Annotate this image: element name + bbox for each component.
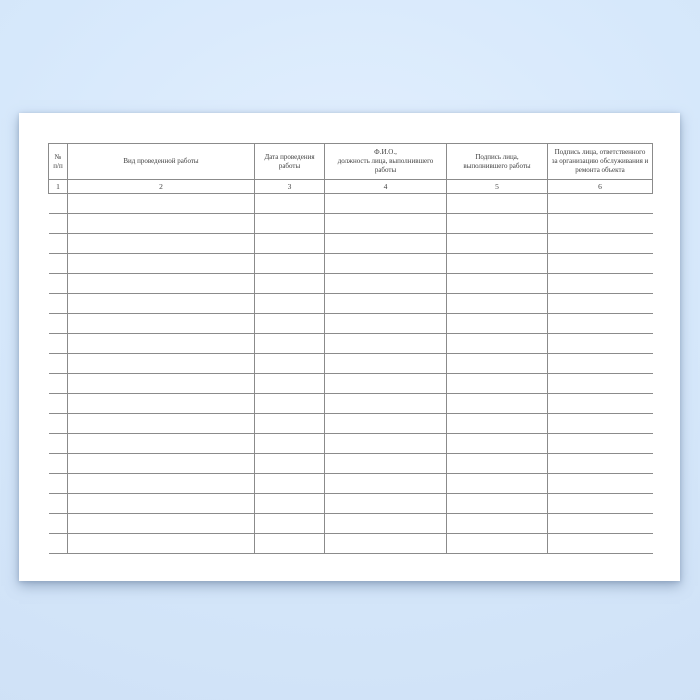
log-cell bbox=[548, 494, 653, 514]
log-cell bbox=[548, 314, 653, 334]
log-cell bbox=[49, 534, 68, 554]
column-header-6 bbox=[548, 144, 653, 180]
log-row bbox=[49, 274, 653, 294]
log-cell bbox=[447, 394, 548, 414]
log-cell bbox=[49, 474, 68, 494]
log-cell bbox=[447, 334, 548, 354]
column-number-3: 3 bbox=[255, 180, 325, 194]
log-cell bbox=[255, 194, 325, 214]
log-cell bbox=[325, 414, 447, 434]
log-row bbox=[49, 354, 653, 374]
column-number-5: 5 bbox=[447, 180, 548, 194]
log-row bbox=[49, 474, 653, 494]
log-cell bbox=[49, 254, 68, 274]
column-header-line: работы bbox=[374, 166, 397, 174]
log-cell bbox=[49, 354, 68, 374]
log-cell bbox=[68, 514, 255, 534]
column-header-2 bbox=[68, 144, 255, 180]
log-row bbox=[49, 194, 653, 214]
column-header-4 bbox=[325, 144, 447, 180]
column-number-2: 2 bbox=[68, 180, 255, 194]
header-label-row bbox=[49, 144, 653, 180]
log-cell bbox=[447, 274, 548, 294]
log-cell bbox=[49, 334, 68, 354]
log-row bbox=[49, 454, 653, 474]
log-cell bbox=[548, 194, 653, 214]
column-header-line: Ф.И.О., bbox=[374, 148, 397, 156]
log-cell bbox=[447, 434, 548, 454]
log-cell bbox=[68, 254, 255, 274]
log-cell bbox=[447, 454, 548, 474]
log-cell bbox=[68, 314, 255, 334]
log-cell bbox=[255, 394, 325, 414]
log-row bbox=[49, 514, 653, 534]
log-cell bbox=[255, 534, 325, 554]
log-cell bbox=[325, 394, 447, 414]
column-header-line: работы bbox=[278, 161, 301, 170]
log-cell bbox=[68, 454, 255, 474]
column-header-line: Дата проведения bbox=[264, 152, 315, 161]
log-cell bbox=[325, 194, 447, 214]
log-cell bbox=[255, 314, 325, 334]
log-cell bbox=[255, 334, 325, 354]
log-cell bbox=[325, 374, 447, 394]
log-cell bbox=[447, 194, 548, 214]
log-cell bbox=[548, 254, 653, 274]
log-cell bbox=[255, 434, 325, 454]
column-header-5 bbox=[447, 144, 548, 180]
log-cell bbox=[68, 334, 255, 354]
log-cell bbox=[548, 294, 653, 314]
log-cell bbox=[447, 354, 548, 374]
log-cell bbox=[548, 454, 653, 474]
log-cell bbox=[49, 194, 68, 214]
log-cell bbox=[49, 414, 68, 434]
column-header-line: Подпись лица, bbox=[475, 152, 519, 161]
log-cell bbox=[325, 534, 447, 554]
log-cell bbox=[447, 314, 548, 334]
log-cell bbox=[68, 214, 255, 234]
log-cell bbox=[325, 454, 447, 474]
column-number-1: 1 bbox=[49, 180, 68, 194]
log-cell bbox=[49, 314, 68, 334]
log-cell bbox=[68, 294, 255, 314]
column-number-4: 4 bbox=[325, 180, 447, 194]
log-cell bbox=[325, 334, 447, 354]
log-cell bbox=[255, 234, 325, 254]
log-cell bbox=[548, 234, 653, 254]
log-cell bbox=[255, 274, 325, 294]
log-cell bbox=[447, 494, 548, 514]
log-cell bbox=[325, 214, 447, 234]
log-row bbox=[49, 314, 653, 334]
log-cell bbox=[447, 254, 548, 274]
log-cell bbox=[49, 294, 68, 314]
log-cell bbox=[49, 274, 68, 294]
log-cell bbox=[68, 374, 255, 394]
log-cell bbox=[548, 374, 653, 394]
log-cell bbox=[447, 474, 548, 494]
log-row bbox=[49, 254, 653, 274]
log-cell bbox=[68, 194, 255, 214]
log-cell bbox=[548, 354, 653, 374]
log-cell bbox=[68, 414, 255, 434]
log-cell bbox=[325, 234, 447, 254]
log-cell bbox=[325, 494, 447, 514]
log-cell bbox=[255, 414, 325, 434]
column-header-line: п/п bbox=[53, 161, 63, 170]
log-cell bbox=[447, 294, 548, 314]
log-cell bbox=[255, 374, 325, 394]
log-row bbox=[49, 434, 653, 454]
log-cell bbox=[548, 514, 653, 534]
log-cell bbox=[447, 374, 548, 394]
header-number-row bbox=[49, 180, 653, 194]
log-row bbox=[49, 234, 653, 254]
log-row bbox=[49, 294, 653, 314]
column-header-line: за организацию обслуживания и bbox=[551, 157, 649, 165]
column-header-1 bbox=[49, 144, 68, 180]
log-cell bbox=[447, 414, 548, 434]
log-cell bbox=[49, 494, 68, 514]
log-cell bbox=[255, 514, 325, 534]
column-header-line: Вид проведенной работы bbox=[123, 157, 199, 165]
log-cell bbox=[447, 534, 548, 554]
log-cell bbox=[548, 274, 653, 294]
column-header-3 bbox=[255, 144, 325, 180]
log-row bbox=[49, 494, 653, 514]
table-body bbox=[49, 194, 653, 554]
log-cell bbox=[68, 534, 255, 554]
log-cell bbox=[68, 234, 255, 254]
log-cell bbox=[447, 514, 548, 534]
log-cell bbox=[447, 214, 548, 234]
log-cell bbox=[49, 434, 68, 454]
log-cell bbox=[68, 354, 255, 374]
log-cell bbox=[325, 354, 447, 374]
log-cell bbox=[548, 414, 653, 434]
log-row bbox=[49, 334, 653, 354]
log-cell bbox=[325, 514, 447, 534]
document-page bbox=[19, 113, 680, 581]
log-cell bbox=[548, 434, 653, 454]
log-cell bbox=[68, 494, 255, 514]
log-cell bbox=[49, 234, 68, 254]
log-cell bbox=[447, 234, 548, 254]
log-cell bbox=[255, 214, 325, 234]
log-cell bbox=[255, 454, 325, 474]
log-cell bbox=[548, 534, 653, 554]
log-row bbox=[49, 374, 653, 394]
log-cell bbox=[325, 474, 447, 494]
log-cell bbox=[49, 394, 68, 414]
log-cell bbox=[255, 474, 325, 494]
log-cell bbox=[68, 474, 255, 494]
log-cell bbox=[68, 394, 255, 414]
column-header-line: Подпись лица, ответственного bbox=[554, 148, 646, 156]
log-cell bbox=[325, 314, 447, 334]
log-cell bbox=[325, 254, 447, 274]
log-row bbox=[49, 394, 653, 414]
log-cell bbox=[255, 494, 325, 514]
column-header-line: выполнившего работы bbox=[463, 161, 531, 170]
log-cell bbox=[68, 434, 255, 454]
column-header-line: должность лица, выполнившего bbox=[337, 157, 434, 165]
log-cell bbox=[49, 454, 68, 474]
table-header bbox=[49, 144, 653, 194]
log-cell bbox=[325, 274, 447, 294]
column-header-line: № bbox=[54, 152, 62, 161]
log-cell bbox=[548, 334, 653, 354]
log-cell bbox=[255, 254, 325, 274]
log-cell bbox=[49, 514, 68, 534]
log-cell bbox=[255, 294, 325, 314]
log-cell bbox=[548, 394, 653, 414]
log-cell bbox=[255, 354, 325, 374]
column-header-line: ремонта объекта bbox=[575, 166, 625, 174]
log-row bbox=[49, 534, 653, 554]
log-cell bbox=[49, 214, 68, 234]
log-row bbox=[49, 214, 653, 234]
log-row bbox=[49, 414, 653, 434]
log-cell bbox=[68, 274, 255, 294]
log-cell bbox=[325, 294, 447, 314]
column-number-6: 6 bbox=[548, 180, 653, 194]
log-cell bbox=[548, 474, 653, 494]
log-cell bbox=[548, 214, 653, 234]
maintenance-log-table bbox=[48, 143, 653, 554]
log-cell bbox=[49, 374, 68, 394]
log-cell bbox=[325, 434, 447, 454]
